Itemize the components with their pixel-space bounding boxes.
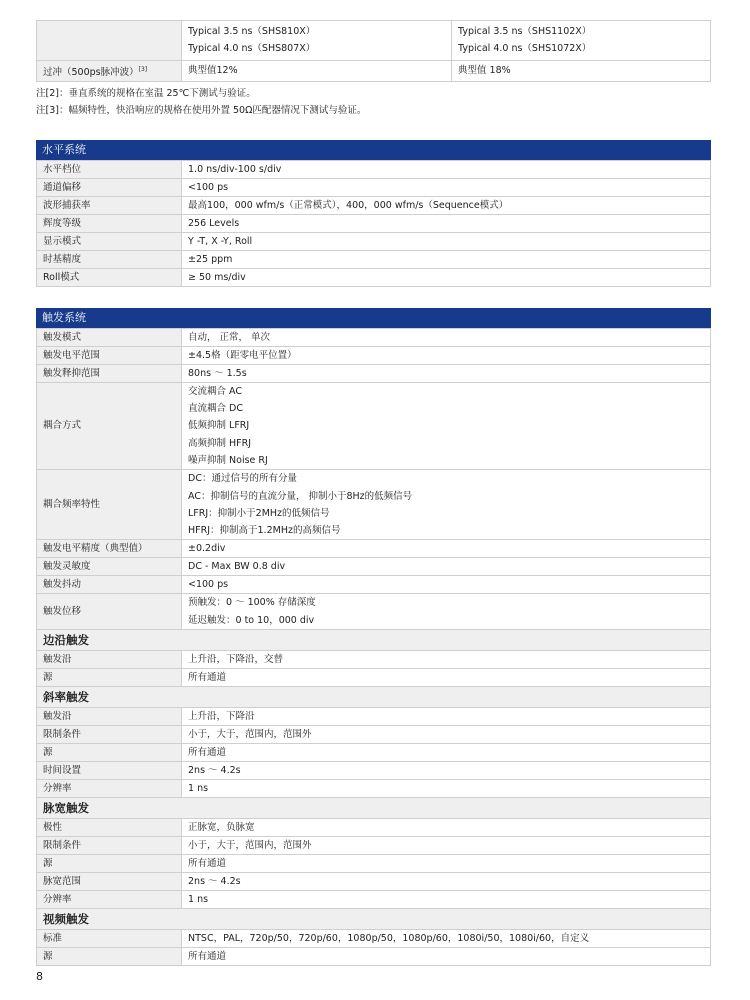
row-label: 触发沿: [37, 651, 182, 669]
row-value: ±4.5格（距零电平位置）: [182, 346, 711, 364]
top-table: [36, 20, 711, 82]
freq-values: DC：通过信号的所有分量 AC：抑制信号的直流分量， 抑制小于8Hz的低频信号 LFRJ：抑制小于2MHz的低频信号 HFRJ：抑制高于1.2MHz的高频信号: [182, 470, 711, 540]
row-value: 2ns ～ 4.2s: [182, 762, 711, 780]
row-label: Roll模式: [37, 268, 182, 286]
row-value: 所有通道: [182, 855, 711, 873]
note-3: 注[3]：幅频特性，快沿响应的规格在使用外置 50Ω匹配器情况下测试与验证。: [36, 104, 367, 116]
row-value: 上升沿，下降沿，交替: [182, 651, 711, 669]
row-label: 波形捕获率: [37, 196, 182, 214]
row-value: 自动， 正常， 单次: [182, 328, 711, 346]
rise-time-right: Typical 3.5 ns（SHS1102X） Typical 4.0 ns（SHS1072X）: [452, 21, 711, 61]
row-value: 1.0 ns/div-100 s/div: [182, 160, 711, 178]
row-label: 分辨率: [37, 780, 182, 798]
row-value: DC - Max BW 0.8 div: [182, 558, 711, 576]
row-label: 时基精度: [37, 250, 182, 268]
rise-time-left: Typical 3.5 ns（SHS810X） Typical 4.0 ns（SHS807X）: [182, 21, 452, 61]
edge-trigger-heading: 边沿触发: [37, 630, 711, 651]
overshoot-left: 典型值12%: [182, 60, 452, 81]
row-label: 极性: [37, 819, 182, 837]
rise-time-label: [37, 21, 182, 61]
shift-values: 预触发：0 ～ 100% 存储深度 延迟触发：0 to 10，000 div: [182, 594, 711, 630]
row-label: 分辨率: [37, 891, 182, 909]
row-label: 触发抖动: [37, 576, 182, 594]
row-label: 源: [37, 744, 182, 762]
row-label: 触发模式: [37, 328, 182, 346]
row-label: 触发释抑范围: [37, 364, 182, 382]
horizontal-header: 水平系统: [36, 140, 711, 160]
overshoot-right: 典型值 18%: [452, 60, 711, 81]
row-label: 脉宽范围: [37, 873, 182, 891]
row-label: 辉度等级: [37, 214, 182, 232]
row-label: 触发沿: [37, 708, 182, 726]
row-value: 2ns ～ 4.2s: [182, 873, 711, 891]
row-label: 显示模式: [37, 232, 182, 250]
trigger-header: 触发系统: [36, 308, 711, 328]
row-value: ±0.2div: [182, 540, 711, 558]
row-label: 标准: [37, 930, 182, 948]
row-label: 源: [37, 855, 182, 873]
row-value: 所有通道: [182, 744, 711, 762]
row-value: <100 ps: [182, 576, 711, 594]
row-value: 小于，大于，范围内，范围外: [182, 726, 711, 744]
row-value: <100 ps: [182, 178, 711, 196]
pulse-trigger-heading: 脉宽触发: [37, 798, 711, 819]
horizontal-table: [36, 160, 711, 287]
row-value: NTSC，PAL，720p/50，720p/60，1080p/50，1080p/60，1080i/50，1080i/60，自定义: [182, 930, 711, 948]
footnotes: [36, 85, 711, 119]
coupling-values: 交流耦合 AC 直流耦合 DC 低频抑制 LFRJ 高频抑制 HFRJ 噪声抑制 Noise RJ: [182, 382, 711, 469]
row-value: 256 Levels: [182, 214, 711, 232]
row-value: 1 ns: [182, 891, 711, 909]
row-value: 所有通道: [182, 948, 711, 966]
row-label: 限制条件: [37, 726, 182, 744]
row-value: 1 ns: [182, 780, 711, 798]
note-2: 注[2]：垂直系统的规格在室温 25℃下测试与验证。: [36, 87, 256, 99]
row-value: ±25 ppm: [182, 250, 711, 268]
row-value: 小于，大于，范围内，范围外: [182, 837, 711, 855]
row-label: 触发灵敏度: [37, 558, 182, 576]
page-number: 8: [36, 970, 43, 983]
row-value: 正脉宽，负脉宽: [182, 819, 711, 837]
row-label: 时间设置: [37, 762, 182, 780]
row-label: 限制条件: [37, 837, 182, 855]
coupling-label: 耦合方式: [37, 382, 182, 469]
row-value: Y -T, X -Y, Roll: [182, 232, 711, 250]
freq-label: 耦合频率特性: [37, 470, 182, 540]
row-label: 水平档位: [37, 160, 182, 178]
slope-trigger-heading: 斜率触发: [37, 687, 711, 708]
row-label: 源: [37, 669, 182, 687]
row-label: 触发电平精度（典型值）: [37, 540, 182, 558]
overshoot-label: 过冲（500ps脉冲波）[3]: [37, 60, 182, 81]
trigger-table: [36, 328, 711, 966]
row-value: ≥ 50 ms/div: [182, 268, 711, 286]
spec-page: [36, 0, 711, 966]
row-value: 最高100，000 wfm/s（正常模式），400，000 wfm/s（Sequence模式）: [182, 196, 711, 214]
row-label: 触发电平范围: [37, 346, 182, 364]
row-value: 所有通道: [182, 669, 711, 687]
shift-label: 触发位移: [37, 594, 182, 630]
row-label: 源: [37, 948, 182, 966]
row-value: 上升沿，下降沿: [182, 708, 711, 726]
video-trigger-heading: 视频触发: [37, 909, 711, 930]
row-label: 通道偏移: [37, 178, 182, 196]
row-value: 80ns ～ 1.5s: [182, 364, 711, 382]
